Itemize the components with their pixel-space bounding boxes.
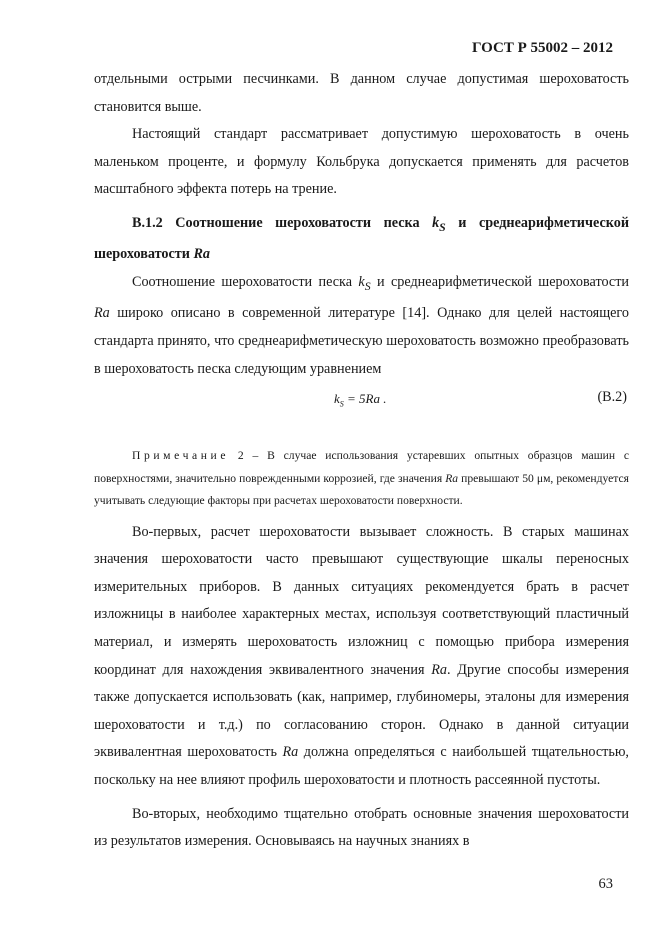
page-body	[94, 66, 629, 856]
paragraph-standard-scope: Настоящий стандарт рассматривает допустимую шероховатость в очень маленьком проценте, и формулу Кольбрука допускается применять для расчетов масштабного эффекта потерь на трение.	[94, 126, 629, 198]
note-text-b: превышают 50 μм, рекомендуется учитывать следующие факторы при расчетах шероховатости поверхности.	[94, 471, 629, 508]
formula-b2	[94, 385, 629, 417]
firstly-text-a: Во-первых, расчет шероховатости вызывает сложность. В старых машинах значения шероховатости часто превышают существующие шкалы переносных измерительных приборов. В данных ситуациях рекомендуется брать в расчет изложницы в наиболее характерных местах, используя соответствующий пластичный материал, и измерять шероховатость изложниц с помощью прибора измерения координат для нахождения эквивалентного значения	[94, 523, 629, 678]
firstly-text-c: должна определяться с наибольшей тщательностью, поскольку на нее влияют профиль шероховатости и плотность рассеянной пустоты.	[94, 744, 629, 789]
formula-number: (В.2)	[597, 389, 627, 406]
note-text-a: 2 – В случае использования устаревших опытных образцов машин с поверхностями, значительно поврежденными коррозией, где значения	[94, 449, 629, 485]
relation-symbol-ra: Ra	[94, 305, 110, 322]
formula-rhs: = 5Ra .	[343, 391, 387, 407]
relation-text-a: Соотношение шероховатости песка	[132, 273, 359, 290]
firstly-symbol-ra-2: Ra	[282, 744, 299, 761]
relation-symbol-k: k	[358, 273, 365, 290]
paragraph-secondly: Во-вторых, необходимо тщательно отобрать основные значения шероховатости из результатов измерения. Основываясь на научных знаниях в	[94, 805, 629, 850]
paragraph-firstly	[94, 519, 629, 795]
paragraph-continuation: отдельными острыми песчинками. В данном случае допустимая шероховатость становится выше.	[94, 71, 629, 115]
firstly-text-b: . Другие способы измерения также допускается использовать (как, например, глубиномеры, эталоны для измерения шероховатости и т.д.) по согласованию сторон. Однако в данной ситуации эквивалентная шероховатость	[94, 661, 629, 761]
heading-text-b: и среднеарифметической шероховатости	[94, 214, 629, 263]
page-number: 63	[598, 876, 613, 892]
note-lead: Примечание	[132, 449, 230, 463]
note-2	[94, 445, 629, 513]
paragraph-relation	[94, 269, 629, 383]
formula-sub: S	[339, 399, 344, 409]
heading-symbol-s: S	[439, 219, 446, 234]
formula-expression	[334, 391, 387, 409]
relation-text-b: и среднеарифметической шероховатости	[370, 273, 629, 290]
formula-k: k	[334, 391, 340, 407]
section-heading	[94, 210, 629, 269]
relation-text-c: широко описано в современной литературе [14]. Однако для целей настоящего стандарта принято, что среднеарифметическую шероховатость возможно преобразовать в шероховатость песка следующим уравнением	[94, 305, 629, 377]
firstly-symbol-ra-1: Ra	[431, 661, 447, 678]
heading-text-a: В.1.2 Соотношение шероховатости песка	[132, 214, 433, 231]
heading-symbol-k: k	[432, 214, 440, 231]
document-header: ГОСТ Р 55002 – 2012	[471, 40, 613, 56]
relation-symbol-s: S	[364, 278, 371, 293]
heading-symbol-ra: Ra	[193, 246, 211, 263]
note-symbol-ra: Ra	[445, 471, 459, 485]
